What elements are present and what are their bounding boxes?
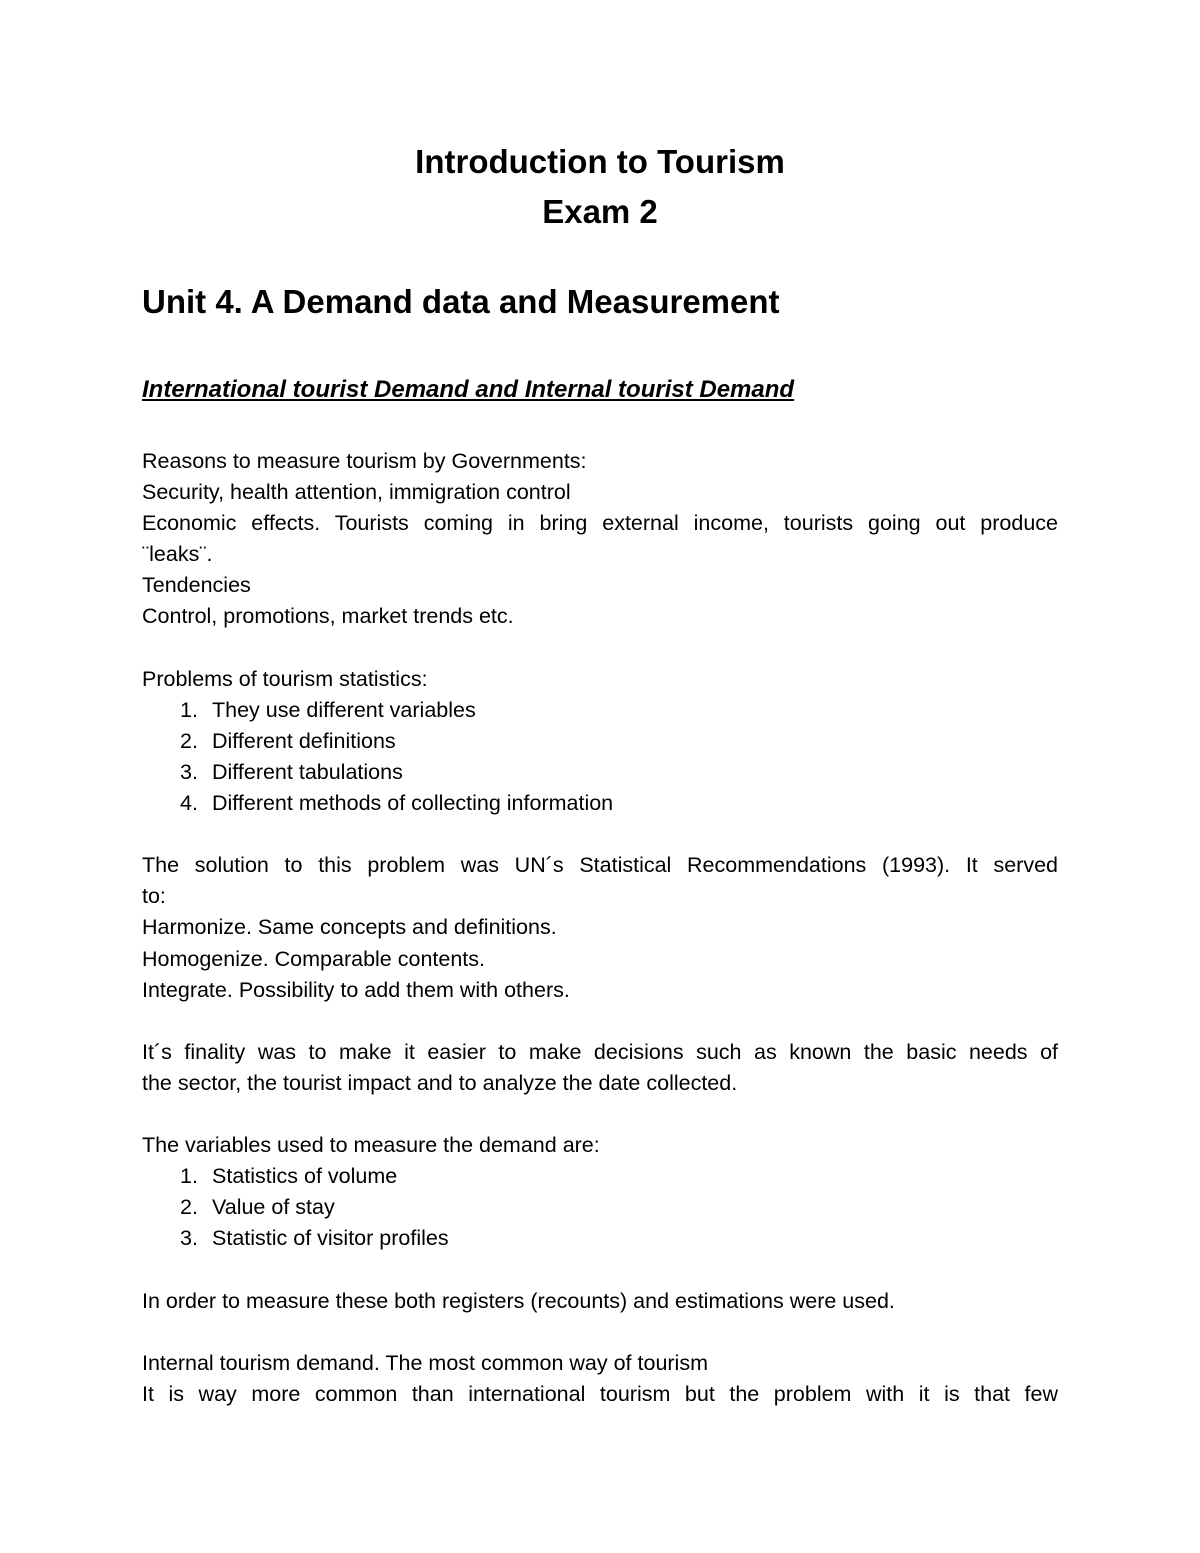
paragraph-spacer bbox=[142, 633, 1058, 664]
document-subtitle: Exam 2 bbox=[542, 193, 658, 230]
solution-line1: The solution to this problem was UN´s Statistical Recommendations (1993). It served bbox=[142, 853, 1058, 878]
body-text bbox=[142, 446, 1058, 1410]
list-number: 2 . bbox=[174, 726, 198, 757]
list-item-text: Different tabulations bbox=[212, 759, 403, 784]
reasons-economic-line1: Economic effects. Tourists coming in bring external income, tourists going out produce bbox=[142, 511, 1058, 536]
reasons-economic-line2: ¨leaks¨. bbox=[142, 542, 213, 567]
paragraph-spacer bbox=[142, 1317, 1058, 1348]
list-item-text: Different methods of collecting information bbox=[212, 791, 614, 816]
list-item bbox=[142, 788, 1058, 819]
paragraph-spacer bbox=[142, 819, 1058, 850]
internal-line2: It is way more common than international tourism but the problem with it is that few bbox=[142, 1381, 1058, 1406]
list-number: 1 . bbox=[174, 1161, 198, 1192]
list-item-text: Statistic of visitor profiles bbox=[212, 1226, 449, 1251]
reasons-tendencies: Tendencies bbox=[142, 573, 251, 598]
list-item-text: Different definitions bbox=[212, 728, 396, 753]
list-number: 3 . bbox=[174, 757, 198, 788]
list-item bbox=[142, 726, 1058, 757]
reasons-security: Security, health attention, immigration control bbox=[142, 480, 571, 505]
finality-line2: the sector, the tourist impact and to analyze the date collected. bbox=[142, 1070, 738, 1095]
measure-line1: In order to measure these both registers (recounts) and estimations were used. bbox=[142, 1288, 895, 1313]
solution-homogenize: Homogenize. Comparable contents. bbox=[142, 946, 485, 971]
list-item-text: Value of stay bbox=[212, 1195, 335, 1220]
list-item bbox=[142, 695, 1058, 726]
list-number: 1 . bbox=[174, 695, 198, 726]
solution-harmonize: Harmonize. Same concepts and definitions. bbox=[142, 915, 557, 940]
list-item bbox=[142, 1223, 1058, 1254]
finality-line1: It´s finality was to make it easier to make decisions such as known the basic needs of bbox=[142, 1039, 1058, 1064]
document-title: Introduction to Tourism bbox=[415, 143, 785, 180]
variables-intro: The variables used to measure the demand are: bbox=[142, 1133, 600, 1158]
list-number: 3 . bbox=[174, 1223, 198, 1254]
list-number: 4 . bbox=[174, 788, 198, 819]
problems-intro: Problems of tourism statistics: bbox=[142, 666, 428, 691]
reasons-intro: Reasons to measure tourism by Governments: bbox=[142, 449, 587, 473]
paragraph-spacer bbox=[142, 1099, 1058, 1130]
list-item bbox=[142, 1192, 1058, 1223]
unit-heading: Unit 4. A Demand data and Measurement bbox=[142, 283, 780, 320]
list-item bbox=[142, 757, 1058, 788]
paragraph-spacer bbox=[142, 1006, 1058, 1037]
solution-line2: to: bbox=[142, 884, 166, 909]
solution-integrate: Integrate. Possibility to add them with others. bbox=[142, 977, 570, 1002]
reasons-control: Control, promotions, market trends etc. bbox=[142, 604, 514, 629]
section-heading: International tourist Demand and Internal tourist Demand bbox=[142, 376, 795, 403]
paragraph-spacer bbox=[142, 1254, 1058, 1285]
list-item-text: They use different variables bbox=[212, 697, 476, 722]
internal-line1: Internal tourism demand. The most common way of tourism bbox=[142, 1350, 708, 1375]
list-number: 2 . bbox=[174, 1192, 198, 1223]
list-item bbox=[142, 1161, 1058, 1192]
list-item-text: Statistics of volume bbox=[212, 1164, 398, 1189]
